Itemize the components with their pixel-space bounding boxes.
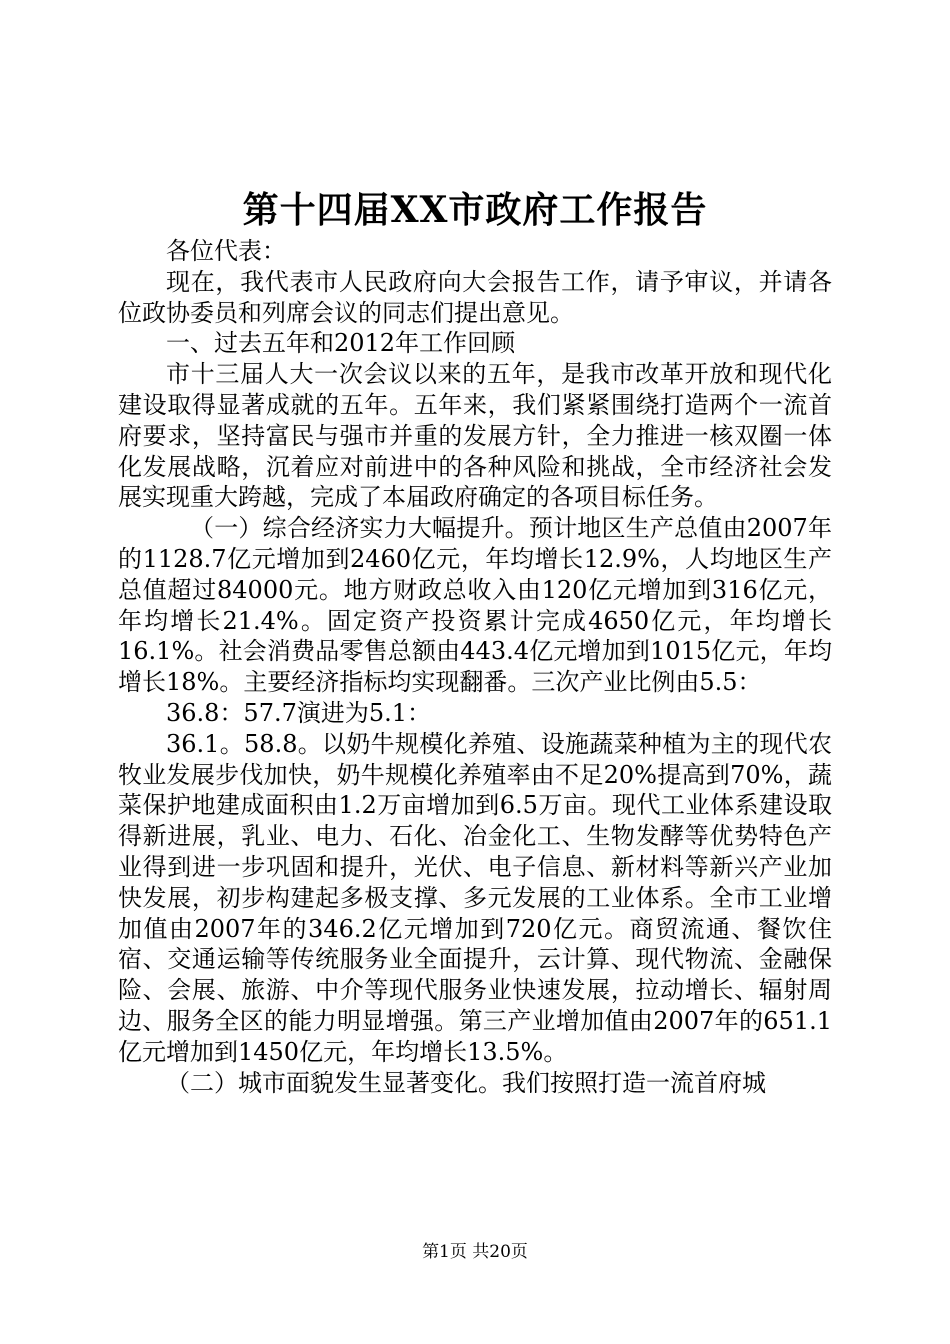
salutation: 各位代表： [166,237,286,265]
document-body [118,236,832,1098]
section-heading: 一、过去五年和2012年工作回顾 [166,329,516,358]
industry-paragraph: 36.1。58.8。以奶牛规模化养殖、设施蔬菜种植为主的现代农牧业发展步伐加快，奶牛规模化养殖率由不足20%提高到70%，蔬菜保护地建成面积由1.2万亩增加到6.5万亩。现代工业体系建设取得新进展，乳业、电力、石化、冶金化工、生物发酵等优势特色产业得到进一步巩固和提升，光伏、电子信息、新材料等新兴产业加快发展，初步构建起多极支撑、多元发展的工业体系。全市工业增加值由2007年的346.2亿元增加到720亿元。商贸流通、餐饮住宿、交通运输等传统服务业全面提升，云计算、现代物流、金融保险、会展、旅游、中介等现代服务业快速发展，拉动增长、辐射周边、服务全区的能力明显增强。第三产业增加值由2007年的651.1亿元增加到1450亿元，年均增长13.5%。 [118,729,832,1066]
review-paragraph: 市十三届人大一次会议以来的五年，是我市改革开放和现代化建设取得显著成就的五年。五年来，我们紧紧围绕打造两个一流首府要求，坚持富民与强市并重的发展方针，全力推进一核双圈一体化发展战略，沉着应对前进中的各种风险和挑战，全市经济社会发展实现重大跨越，完成了本届政府确定的各项目标任务。 [118,360,832,512]
page-number: 第1页 共20页 [422,1242,528,1262]
ratio-line: 36.8：57.7演进为5.1： [166,698,432,727]
document-title: 第十四届XX市政府工作报告 [242,189,708,231]
opening-paragraph: 现在，我代表市人民政府向大会报告工作，请予审议，并请各位政协委员和列席会议的同志们提出意见。 [118,267,832,327]
city-paragraph: （二）城市面貌发生显著变化。我们按照打造一流首府城 [166,1068,766,1097]
economy-paragraph: （一）综合经济实力大幅提升。预计地区生产总值由2007年的1128.7亿元增加到2460亿元，年均增长12.9%，人均地区生产总值超过84000元。地方财政总收入由120亿元增加到316亿元，年均增长21.4%。固定资产投资累计完成4650亿元，年均增长16.1%。社会消费品零售总额由443.4亿元增加到1015亿元，年均增长18%。主要经济指标均实现翻番。三次产业比例由5.5： [118,514,832,697]
